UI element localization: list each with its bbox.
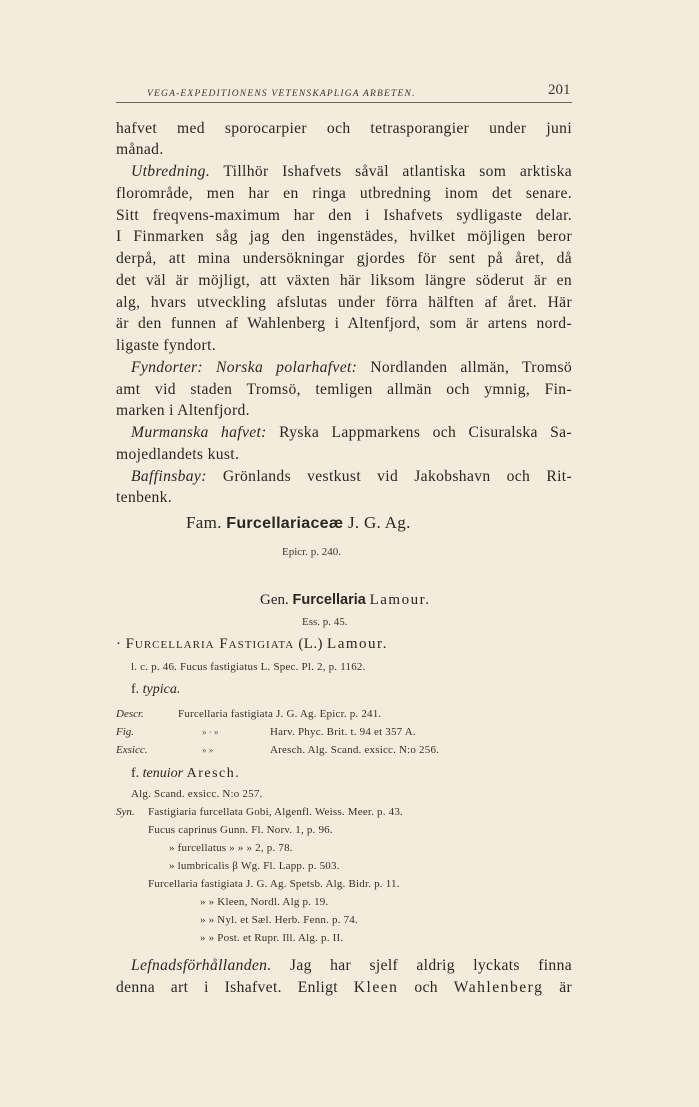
body-line: månad. xyxy=(116,141,164,158)
synonym-entry: Fastigiaria furcellata Gobi, Algenfl. Weiss. Meer. p. 43. xyxy=(148,806,404,818)
murmanska-line: Murmanska hafvet: Ryska Lappmarkens och Cisuralska Sa- xyxy=(131,424,572,441)
syn-label: Syn. xyxy=(116,806,135,818)
species-authority: Lamour. xyxy=(327,636,388,652)
synonym-entry: » » Post. et Rupr. Ill. Alg. p. II. xyxy=(200,932,344,944)
region-label: Baffinsbay: xyxy=(131,468,207,485)
entry-label: Exsicc. xyxy=(116,744,148,756)
entry-text: Aresch. Alg. Scand. exsicc. N:o 256. xyxy=(270,744,440,756)
page-number: 201 xyxy=(548,82,571,98)
species-heading: · Furcellaria Fastigiata (L.) Lamour. xyxy=(116,636,388,652)
fyndorter-line: Fyndorter: Norska polarhafvet: Nordlanden allmän, Tromsö xyxy=(131,359,573,376)
forma-tenuior: f. tenuior Aresch. xyxy=(131,766,241,781)
synonym-entry: Furcellaria fastigiata J. G. Ag. Spetsb. Alg. Bidr. p. 11. xyxy=(148,878,400,890)
family-name: Furcellariaceæ xyxy=(226,515,344,532)
family-author: J. G. Ag. xyxy=(347,513,411,532)
body-line: derpå, att mina undersökningar gjordes för sent på året, då xyxy=(116,250,572,267)
fyndorter-label: Fyndorter: xyxy=(131,359,203,376)
synonym-entry: » lumbricalis β Wg. Fl. Lapp. p. 503. xyxy=(169,860,340,872)
synonym-entry: » furcellatus » » » 2, p. 78. xyxy=(169,842,293,854)
region-label: Norska polarhafvet: xyxy=(215,359,358,376)
entry-text: Harv. Phyc. Brit. t. 94 et 357 A. xyxy=(270,726,416,738)
family-heading: Fam. Furcellariaceæ J. G. Ag. xyxy=(186,513,411,532)
region-label: Murmanska hafvet: xyxy=(131,424,267,441)
body-line: tenbenk. xyxy=(116,489,173,506)
genus-reference: Ess. p. 45. xyxy=(302,616,348,628)
body-line: marken i Altenfjord. xyxy=(116,402,250,419)
ditto-marks: » » xyxy=(202,745,214,755)
ditto-marks: » · » xyxy=(202,727,219,737)
body-line: alg, hvars utveckling afslutas under förra hälften af året. Här xyxy=(116,294,572,311)
genus-author: Lamour. xyxy=(369,592,431,608)
lefnad-label: Lefnadsförhållanden. xyxy=(131,957,272,974)
synonym-entry: » » Kleen, Nordl. Alg p. 19. xyxy=(200,896,329,908)
synonym-entry: » » Nyl. et Sæl. Herb. Fenn. p. 74. xyxy=(200,914,358,926)
body-line: mojedlandets kust. xyxy=(116,446,240,463)
entry-text: Furcellaria fastigiata J. G. Ag. Epicr. p. 241. xyxy=(178,708,382,720)
body-line: Sitt freqvens-maximum har den i Ishafvets sydligaste delar. xyxy=(116,207,572,224)
family-reference: Epicr. p. 240. xyxy=(282,546,341,558)
synonym-entry: Fucus caprinus Gunn. Fl. Norv. 1, p. 96. xyxy=(148,824,333,836)
species-citation: l. c. p. 46. Fucus fastigiatus L. Spec. Pl. 2, p. 1162. xyxy=(131,661,366,673)
running-head: VEGA-EXPEDITIONENS VETENSKAPLIGA ARBETEN. xyxy=(147,89,416,99)
body-line: I Finmarken såg jag den ingenstädes, hvilket möjligen beror xyxy=(116,228,572,245)
utbredning-label: Utbredning. xyxy=(131,163,211,180)
species-name: Furcellaria Fastigiata xyxy=(125,636,295,652)
lefnad-line-2: denna art i Ishafvet. Enligt Kleen och Wahlenberg är xyxy=(116,979,573,996)
genus-name: Furcellaria xyxy=(292,592,366,608)
body-line: florområde, men har en ringa utbredning inom det senare. xyxy=(116,185,572,202)
body-line: det väl är möjligt, att växten här liksom längre söderut är en xyxy=(116,272,572,289)
utbredning-line: Utbredning. Tillhör Ishafvets såväl atlantiska som arktiska xyxy=(131,163,572,180)
body-line: ligaste fyndort. xyxy=(116,337,217,354)
body-line: amt vid staden Tromsö, temligen allmän och ymnig, Fin- xyxy=(116,381,572,398)
forma-typica: f. typica. xyxy=(131,682,181,697)
entry-label: Fig. xyxy=(116,726,135,738)
header-rule xyxy=(116,102,572,103)
tenuior-reference: Alg. Scand. exsicc. N:o 257. xyxy=(131,788,263,800)
entry-label: Descr. xyxy=(116,708,144,720)
body-line: är den funnen af Wahlenberg i Altenfjord, som är artens nord- xyxy=(116,315,572,332)
baffinsbay-line: Baffinsbay: Grönlands vestkust vid Jakobshavn och Rit- xyxy=(131,468,572,485)
lefnad-line: Lefnadsförhållanden. Jag har sjelf aldrig lyckats finna xyxy=(131,957,572,974)
body-line: hafvet med sporocarpier och tetrasporangier under juni xyxy=(116,120,572,137)
genus-heading: Gen. Furcellaria Lamour. xyxy=(260,592,431,608)
